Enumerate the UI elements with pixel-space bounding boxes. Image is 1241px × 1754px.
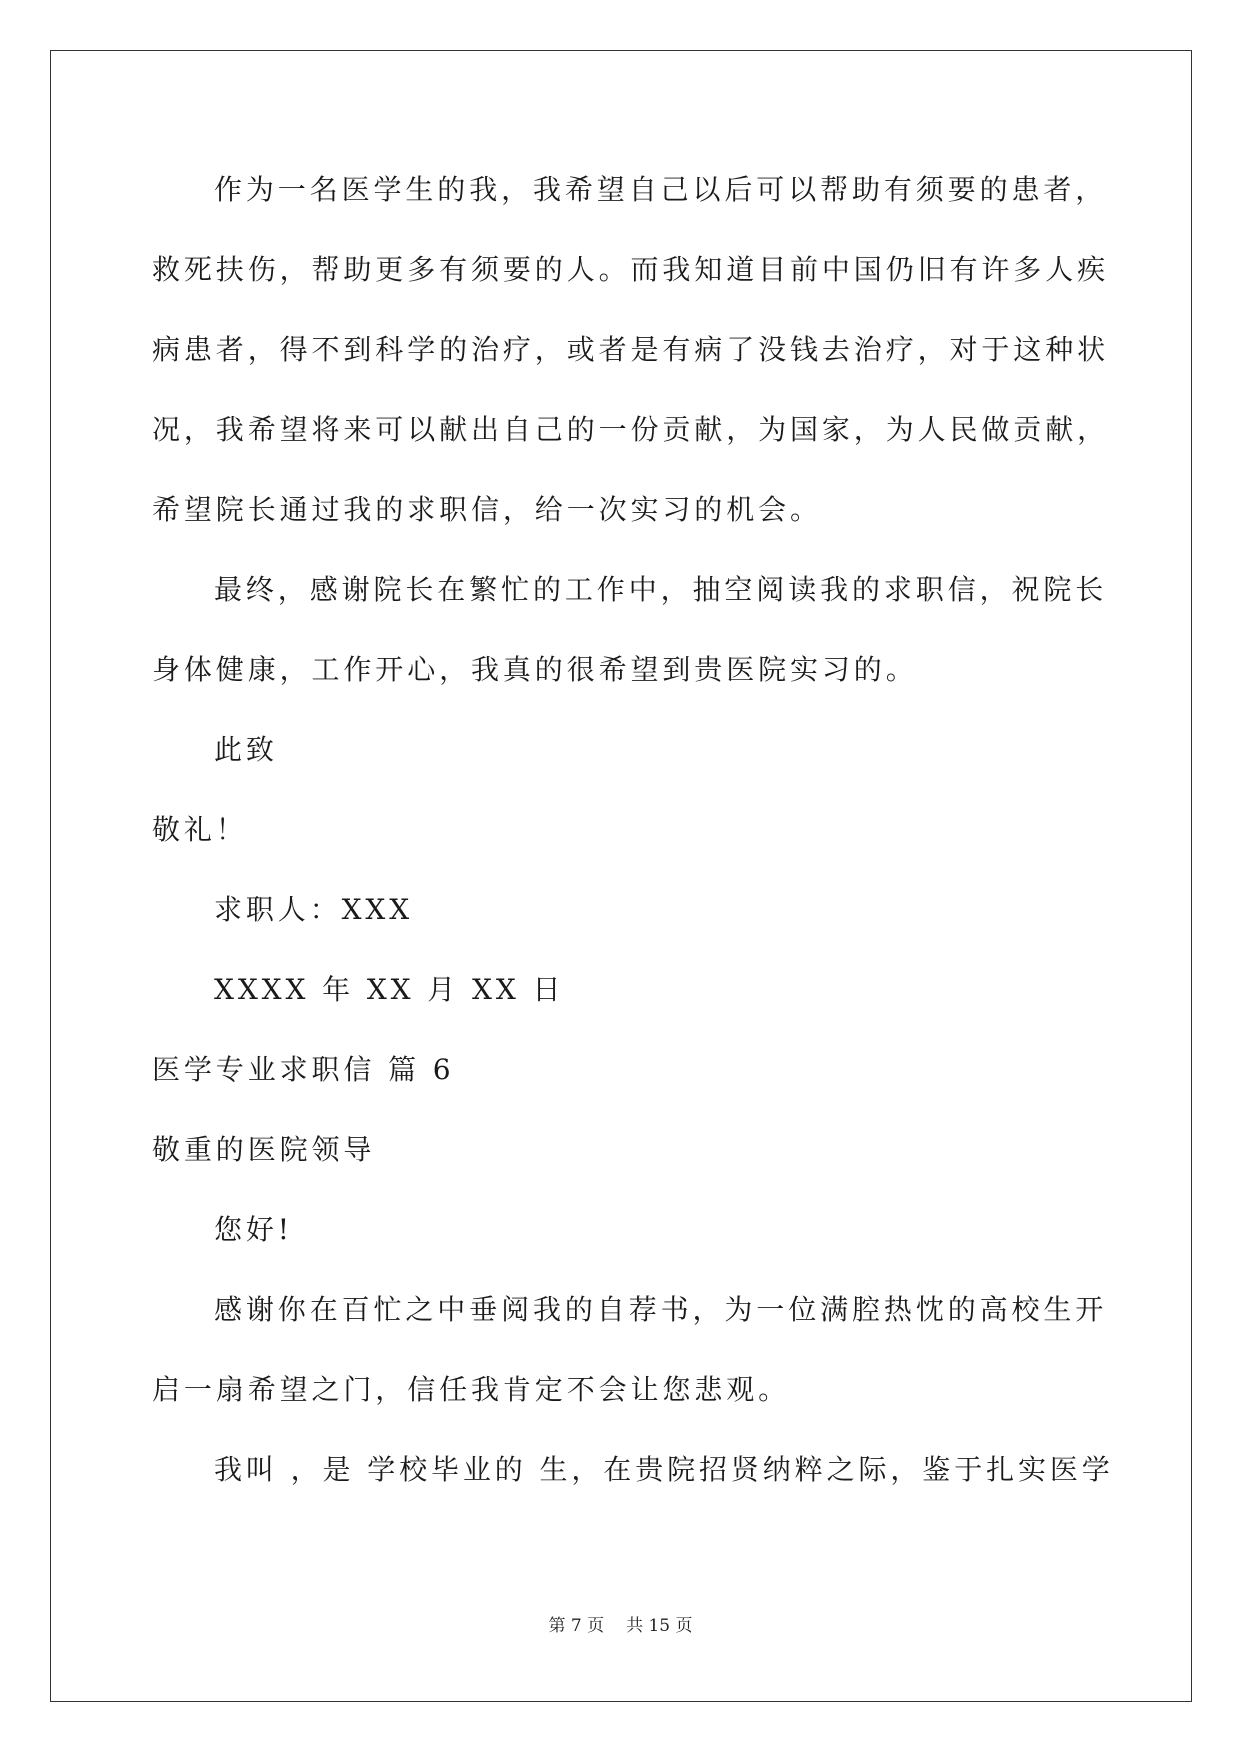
paragraph-line: 作为一名医学生的我，我希望自己以后可以帮助有须要的患者， — [214, 173, 1108, 206]
applicant-signature: 求职人：XXX — [214, 893, 414, 926]
paragraph-line: 救死扶伤，帮助更多有须要的人。而我知道目前中国仍旧有许多人疾 — [152, 253, 1110, 286]
letter-addressee: 敬重的医院领导 — [152, 1133, 376, 1166]
paragraph-line: 身体健康，工作开心，我真的很希望到贵医院实习的。 — [152, 653, 918, 686]
page-total: 共 15 页 — [626, 1616, 693, 1636]
paragraph-line: 希望院长通过我的求职信，给一次实习的机会。 — [152, 493, 822, 526]
section-heading: 医学专业求职信 篇 6 — [152, 1053, 455, 1086]
letter-greeting: 您好! — [214, 1213, 293, 1246]
page-number: 第 7 页 — [548, 1616, 605, 1636]
closing-salutation: 此致 — [214, 733, 278, 766]
page-footer — [0, 1614, 1241, 1638]
closing-regards: 敬礼！ — [152, 813, 248, 846]
paragraph-line: 况，我希望将来可以献出自己的一份贡献，为国家，为人民做贡献， — [152, 413, 1110, 446]
paragraph-line: 病患者，得不到科学的治疗，或者是有病了没钱去治疗，对于这种状 — [152, 333, 1110, 366]
paragraph-line: 最终，感谢院长在繁忙的工作中，抽空阅读我的求职信，祝院长 — [214, 573, 1108, 606]
letter-date: XXXX 年 XX 月 XX 日 — [214, 973, 565, 1006]
paragraph-line: 感谢你在百忙之中垂阅我的自荐书，为一位满腔热忱的高校生开 — [214, 1293, 1108, 1326]
paragraph-line: 我叫 ，是 学校毕业的 生，在贵院招贤纳粹之际，鉴于扎实医学 — [214, 1453, 1114, 1486]
paragraph-line: 启一扇希望之门，信任我肯定不会让您悲观。 — [152, 1373, 791, 1406]
